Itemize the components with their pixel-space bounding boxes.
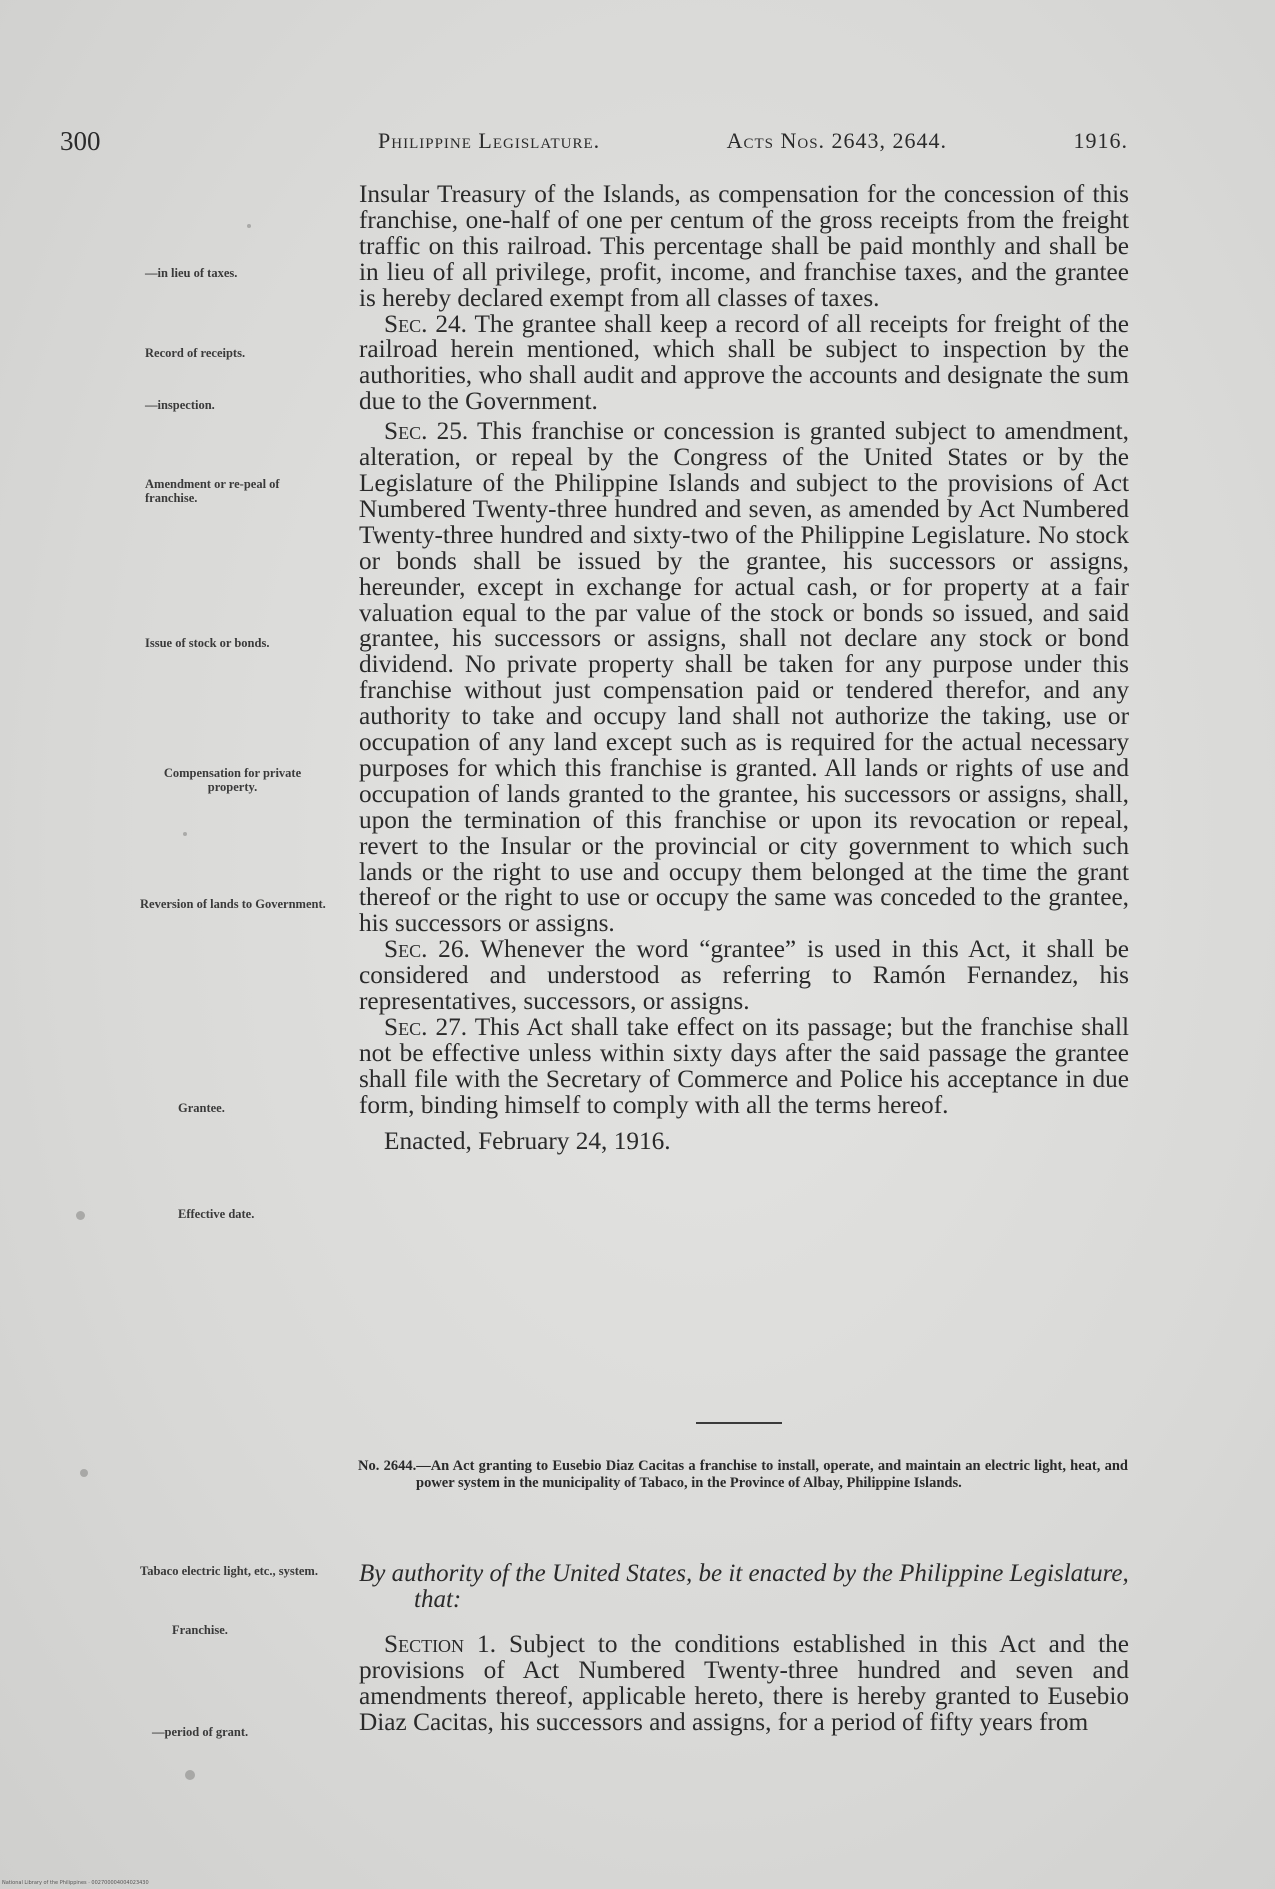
margin-note-inspection: —inspection. <box>145 398 215 412</box>
margin-note-grantee: Grantee. <box>178 1101 225 1115</box>
margin-note-effective-date: Effective date. <box>178 1207 255 1221</box>
scan-speck <box>185 1770 195 1780</box>
act-2644-body <box>359 1632 1129 1736</box>
section-26-text: Whenever the word “grantee” is used in this Act, it shall be considered and understood as referring to Ramón Fernandez, his representatives, successors, or assigns. <box>359 935 1129 1016</box>
section-27-label: Sec. 27. <box>384 1013 468 1041</box>
section-27-text: This Act shall take effect on its passage; but the franchise shall not be effective unless within sixty days after the said passage the grantee shall file with the Secretary of Commerce and Police his acceptance in due form, binding himself to comply with all the terms hereof. <box>359 1013 1130 1119</box>
act-2644-heading: No. 2644.—An Act granting to Eusebio Diaz Cacitas a franchise to install, operate, and maintain an electric light, heat, and power system in the municipality of Tabaco, in the Province of Albay, Philippine Islands. <box>358 1458 1128 1491</box>
section-24 <box>359 309 1129 416</box>
section-26-label: Sec. 26. <box>384 935 470 964</box>
section-25-text: This franchise or concession is granted subject to amendment, alteration, or repeal by the Congress of the United States or by the Legislature of the Philippine Islands and subject to the provisions of Act Numbered Twenty-three hundred and seven, as amended by Act Numbered Twenty-three hundred and sixty-two of the Philippine Legislature. No stock or bonds shall be issued by the grantee, his successors or assigns, hereunder, except in exchange for actual cash, or for property at a fair valuation equal to the par value of the stock or bonds so issued, and said grantee, his successors or assigns, shall not declare any stock or bond dividend. No private property shall be taken for any purpose under this franchise without just compensation paid or tendered therefor, and any authority to take and occupy land shall not authorize the taking, use or occupation of any land except such as is required for the actual necessary purposes for which this franchise is granted. All lands or rights of use and occupation of lands granted to the grantee, his successors or assigns, shall, upon the termination of this franchise or upon its revocation or repeal, revert to the Insular or the provincial or city government to which such lands or the right to use and occupy them belonged at the time the grant thereof or the right to use or occupy the same was conceded to the grantee, his successors or assigns. <box>359 417 1129 938</box>
section-1-text: Subject to the conditions established in this Act and the provisions of Act Numbered Twenty-three hundred and seven and amendments thereof, applicable hereto, there is hereby granted to Eusebio Diaz Cacitas, his successors and assigns, for a period of fifty years from <box>359 1630 1130 1736</box>
section-divider <box>696 1422 782 1424</box>
margin-note-amendment: Amendment or re-peal of franchise. <box>145 477 280 505</box>
running-title: Philippine Legislature. <box>378 128 601 153</box>
section-1-label: Section 1. <box>384 1630 497 1658</box>
section-25-label: Sec. 25. <box>384 417 469 446</box>
section-24-text: The grantee shall keep a record of all receipts for freight of the railroad herein mentioned, which shall be subject to inspection by the authorities, who shall audit and approve the accounts and designate the sum due to the Government. <box>359 309 1129 416</box>
margin-note-compensation: Compensation for private property. <box>163 766 302 794</box>
acts-reference: Acts Nos. 2643, 2644. <box>726 128 948 153</box>
scan-speck <box>76 1211 85 1220</box>
section-25 <box>359 419 1129 937</box>
page-number: 300 <box>60 126 101 156</box>
section-24-label: Sec. 24. <box>384 309 467 338</box>
enacting-clause: By authority of the United States, be it enacted by the Philippine Legislature, that: <box>359 1560 1129 1613</box>
running-head <box>378 128 1128 154</box>
scan-speck <box>80 1469 88 1477</box>
margin-note-franchise: Franchise. <box>172 1623 228 1637</box>
paragraph-continuation: Insular Treasury of the Islands, as compensation for the concession of this franchise, one-half of one per centum of the gross receipts from the freight traffic on this railroad. This percentage shall be paid monthly and shall be in lieu of all privilege, profit, income, and franchise taxes, and the grantee is hereby declared exempt from all classes of taxes. <box>359 180 1129 312</box>
margin-note-issue-of-stock: Issue of stock or bonds. <box>145 636 270 650</box>
margin-note-in-lieu-of-taxes: —in lieu of taxes. <box>145 266 238 280</box>
scan-speck <box>247 224 251 228</box>
section-26 <box>359 937 1129 1015</box>
margin-note-reversion: Reversion of lands to Government. <box>140 897 326 911</box>
section-27 <box>359 1015 1129 1119</box>
scan-speck <box>183 832 187 836</box>
year: 1916. <box>1073 128 1128 153</box>
scan-identifier: National Library of the Philippines · 002700004004023430 <box>2 1880 149 1886</box>
margin-note-tabaco: Tabaco electric light, etc., system. <box>140 1564 318 1578</box>
enacted-date: Enacted, February 24, 1916. <box>384 1126 671 1155</box>
section-1 <box>359 1632 1129 1736</box>
margin-note-record-of-receipts: Record of receipts. <box>145 346 246 360</box>
margin-note-period-of-grant: —period of grant. <box>152 1725 249 1739</box>
body-text <box>359 182 1129 1155</box>
